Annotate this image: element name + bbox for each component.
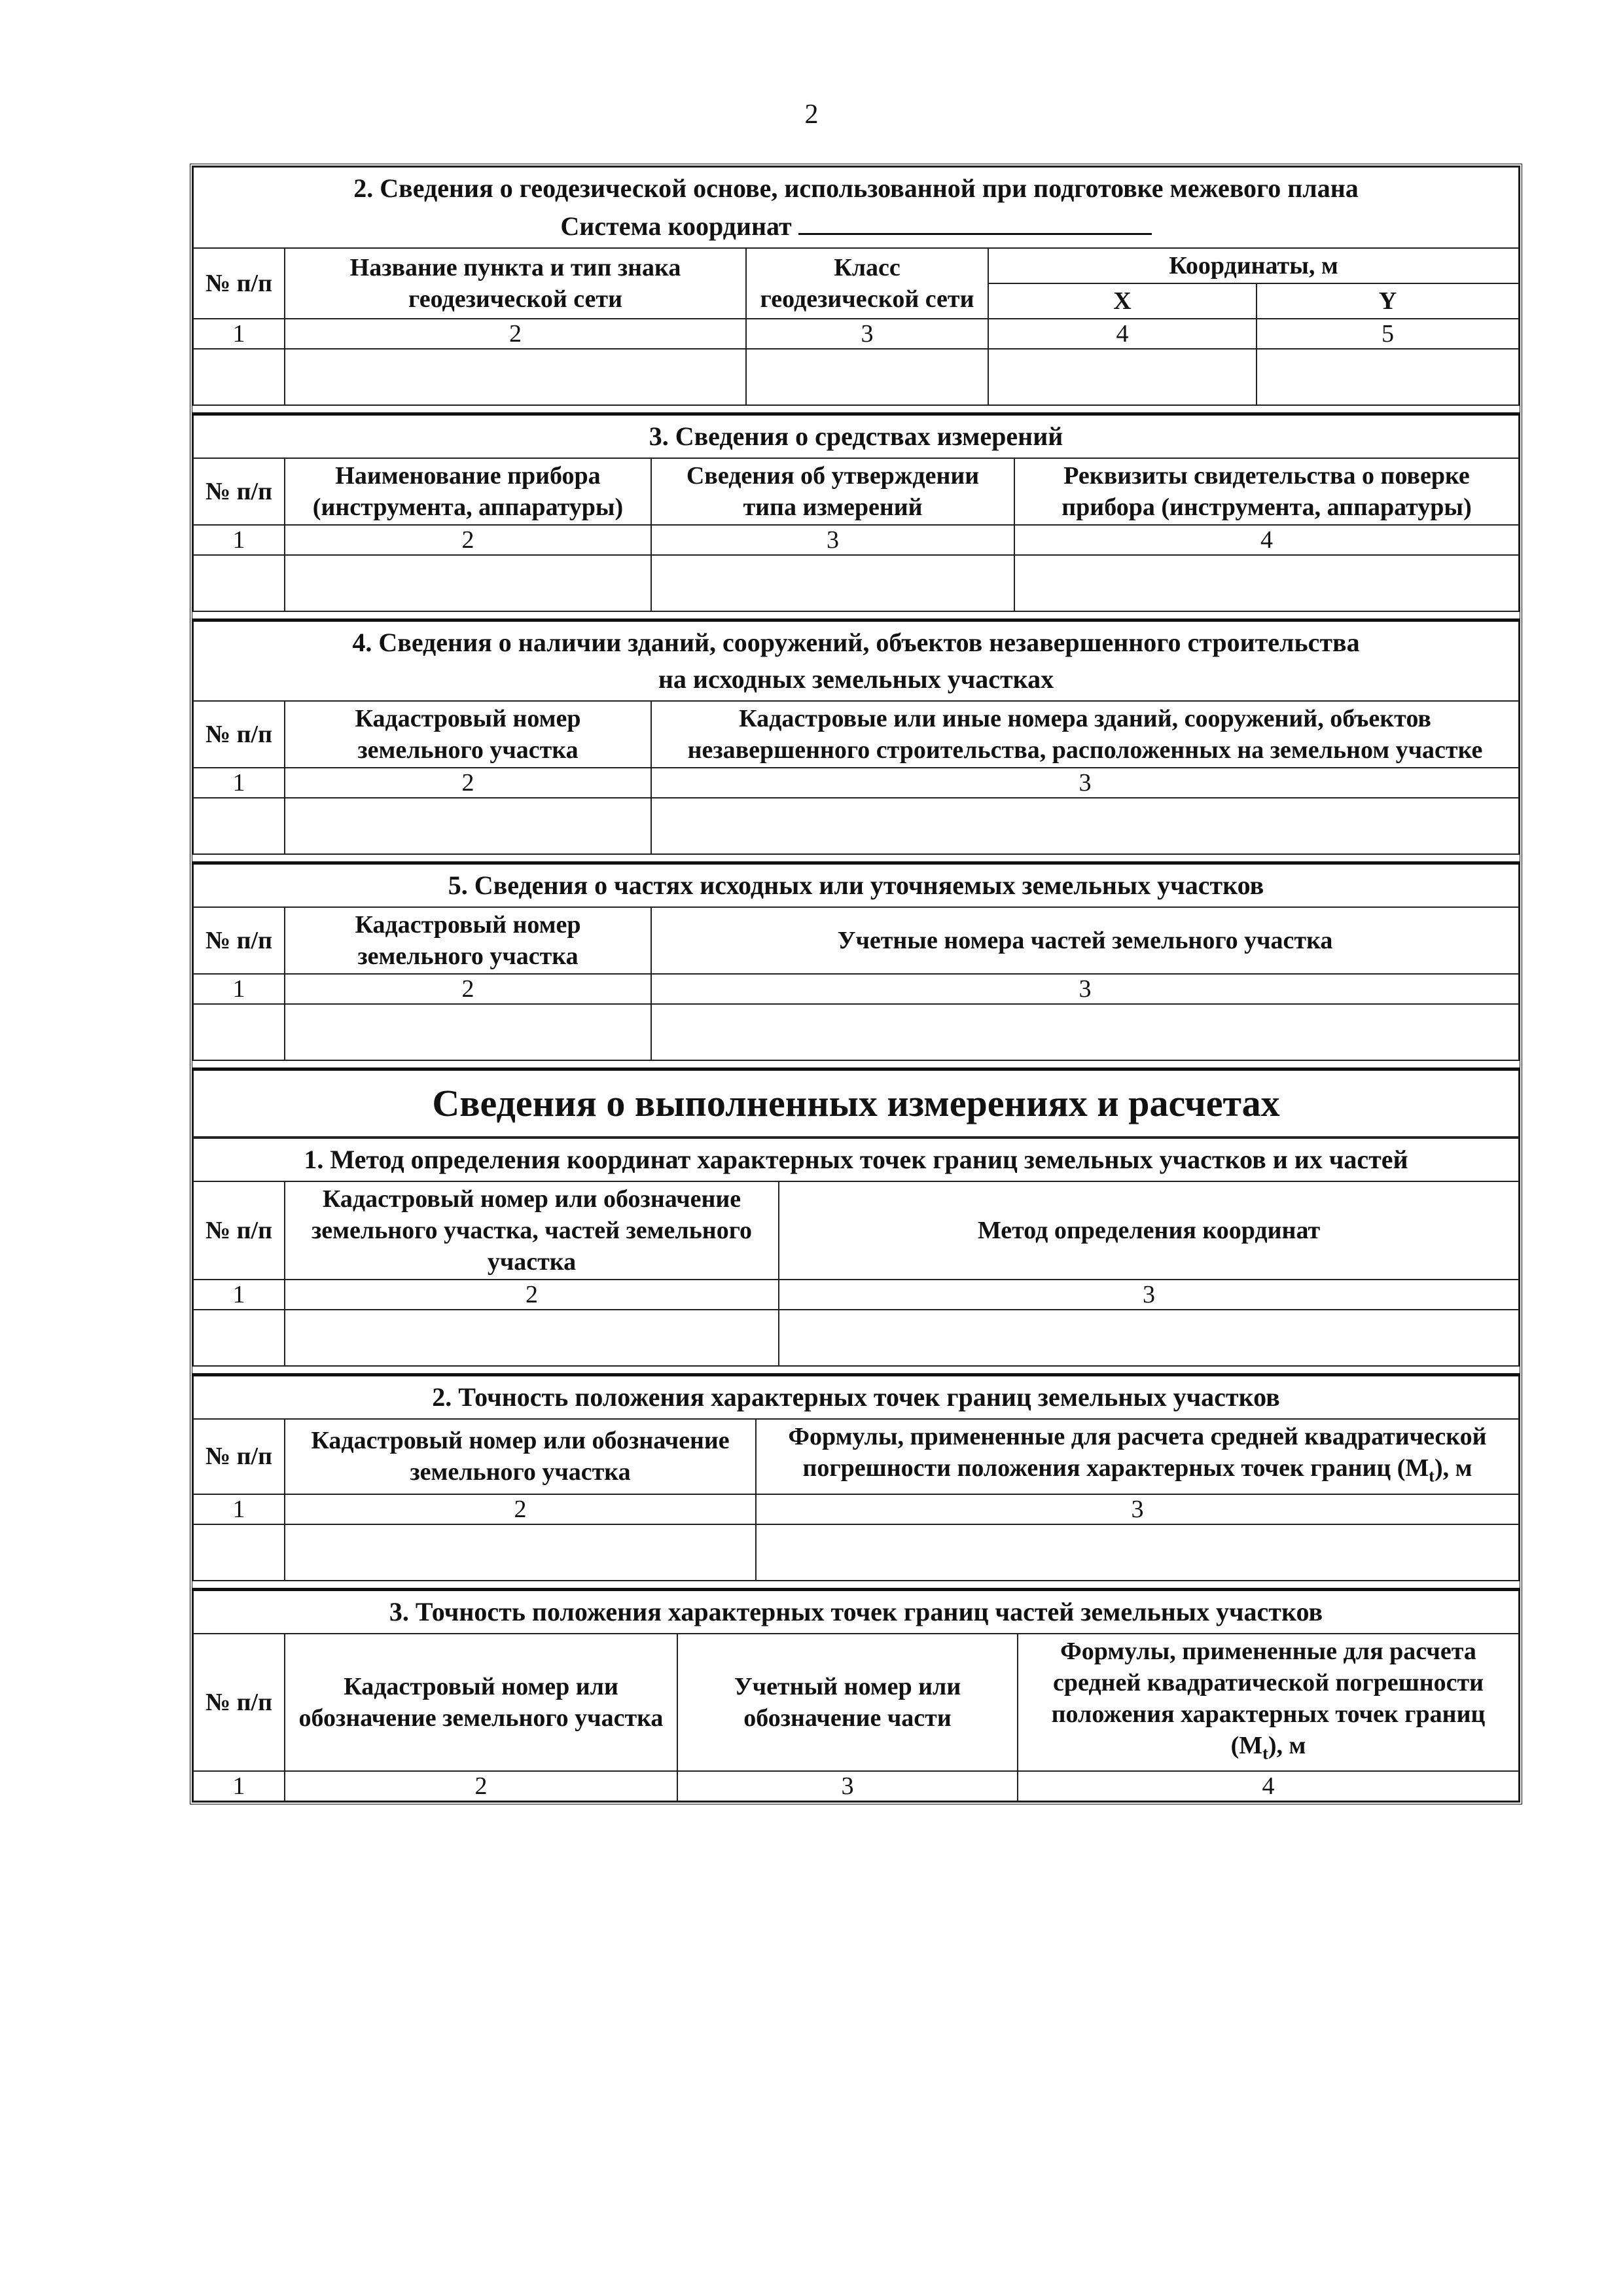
column-index: 2 — [285, 1771, 677, 1801]
col-y-header: Y — [1257, 283, 1519, 319]
col-cadastral-header: Кадастровый номер земельного участка — [285, 701, 651, 768]
empty-cell[interactable] — [651, 798, 1519, 854]
empty-cell[interactable] — [285, 1524, 756, 1581]
column-index: 1 — [193, 319, 285, 349]
column-index: 3 — [746, 319, 988, 349]
col-num-header: № п/п — [193, 1419, 285, 1494]
column-index: 2 — [285, 319, 746, 349]
section-2-title — [193, 167, 1519, 248]
section-2-table — [192, 166, 1520, 412]
column-index: 2 — [285, 525, 651, 555]
column-index: 3 — [756, 1494, 1519, 1524]
column-index: 1 — [193, 1771, 285, 1801]
col-num-header: № п/п — [193, 248, 285, 319]
empty-cell[interactable] — [193, 349, 285, 405]
measurements-title-table — [192, 1067, 1520, 1138]
formula-text: Формулы, примененные для расчета средней квадратической погрешности положения характерных точек границ (M — [1051, 1637, 1486, 1759]
col-num-header: № п/п — [193, 701, 285, 768]
column-index: 3 — [651, 974, 1519, 1004]
empty-cell[interactable] — [756, 1524, 1519, 1581]
col-device-header: Наименование прибора (инструмента, аппаратуры) — [285, 458, 651, 525]
formula-tail: ), м — [1268, 1731, 1306, 1759]
empty-cell[interactable] — [285, 555, 651, 611]
empty-cell[interactable] — [193, 1310, 285, 1366]
col-network-class-header: Класс геодезической сети — [746, 248, 988, 319]
column-index: 5 — [1257, 319, 1519, 349]
empty-cell[interactable] — [193, 1004, 285, 1060]
column-index: 1 — [193, 1494, 285, 1524]
column-index: 2 — [285, 1494, 756, 1524]
formula-tail: ), м — [1434, 1454, 1472, 1482]
empty-cell[interactable] — [779, 1310, 1519, 1366]
empty-cell[interactable] — [651, 555, 1014, 611]
column-index: 1 — [193, 525, 285, 555]
method-table — [192, 1138, 1520, 1373]
coordinate-system-field[interactable] — [798, 207, 1152, 235]
page-number: 2 — [804, 99, 819, 130]
column-index: 3 — [651, 525, 1014, 555]
empty-cell[interactable] — [193, 798, 285, 854]
empty-cell[interactable] — [651, 1004, 1519, 1060]
section-4-table — [192, 619, 1520, 861]
column-index: 1 — [193, 1280, 285, 1310]
coordinate-system-label: Система координат — [560, 211, 792, 241]
empty-cell[interactable] — [193, 555, 285, 611]
parts-accuracy-table — [192, 1588, 1520, 1803]
section-5-table — [192, 861, 1520, 1067]
section-5-title: 5. Сведения о частях исходных или уточняемых земельных участков — [193, 863, 1519, 908]
accuracy-section-title: 2. Точность положения характерных точек границ земельных участков — [193, 1375, 1519, 1420]
formula-subscript: t — [1262, 1744, 1268, 1763]
measurements-title: Сведения о выполненных измерениях и расчетах — [193, 1069, 1519, 1138]
col-num-header: № п/п — [193, 907, 285, 974]
col-num-header: № п/п — [193, 458, 285, 525]
col-cadastral-header: Кадастровый номер или обозначение земельного участка — [285, 1419, 756, 1494]
section-3-table — [192, 412, 1520, 619]
column-index: 4 — [1018, 1771, 1519, 1801]
empty-cell[interactable] — [1257, 349, 1519, 405]
column-index: 2 — [285, 1280, 779, 1310]
col-coordinates-header: Координаты, м — [988, 248, 1519, 283]
col-parts-header: Учетные номера частей земельного участка — [651, 907, 1519, 974]
empty-cell[interactable] — [746, 349, 988, 405]
col-point-name-header: Название пункта и тип знака геодезической сети — [285, 248, 746, 319]
col-x-header: X — [988, 283, 1257, 319]
section-4-title — [193, 620, 1519, 702]
col-num-header: № п/п — [193, 1634, 285, 1772]
col-num-header: № п/п — [193, 1181, 285, 1280]
empty-cell[interactable] — [1014, 555, 1519, 611]
col-cadastral-header: Кадастровый номер земельного участка — [285, 907, 651, 974]
column-index: 4 — [1014, 525, 1519, 555]
section-3-title: 3. Сведения о средствах измерений — [193, 414, 1519, 459]
formula-text: Формулы, примененные для расчета средней квадратической погрешности положения характерных точек границ (M — [788, 1423, 1487, 1482]
column-index: 4 — [988, 319, 1257, 349]
section-4-title-line-2: на исходных земельных участках — [658, 664, 1054, 694]
column-index: 1 — [193, 974, 285, 1004]
column-index: 1 — [193, 768, 285, 798]
column-index: 2 — [285, 768, 651, 798]
empty-cell[interactable] — [193, 1524, 285, 1581]
method-section-title: 1. Метод определения координат характерных точек границ земельных участков и их частей — [193, 1138, 1519, 1181]
col-buildings-header: Кадастровые или иные номера зданий, сооружений, объектов незавершенного строительства, расположенных на земельном участке — [651, 701, 1519, 768]
empty-cell[interactable] — [285, 1004, 651, 1060]
column-index: 3 — [779, 1280, 1519, 1310]
column-index: 3 — [677, 1771, 1018, 1801]
section-2-title-text: 2. Сведения о геодезической основе, использованной при подготовке межевого плана — [353, 173, 1359, 203]
col-formula-header — [756, 1419, 1519, 1494]
accuracy-table — [192, 1373, 1520, 1588]
col-formula-header — [1018, 1634, 1519, 1772]
empty-cell[interactable] — [285, 349, 746, 405]
col-certificate-header: Реквизиты свидетельства о поверке прибора (инструмента, аппаратуры) — [1014, 458, 1519, 525]
section-4-title-line-1: 4. Сведения о наличии зданий, сооружений, объектов незавершенного строительства — [352, 628, 1360, 657]
formula-subscript: t — [1429, 1466, 1435, 1486]
col-method-header: Метод определения координат — [779, 1181, 1519, 1280]
empty-cell[interactable] — [285, 798, 651, 854]
col-part-header: Учетный номер или обозначение части — [677, 1634, 1018, 1772]
empty-cell[interactable] — [988, 349, 1257, 405]
column-index: 3 — [651, 768, 1519, 798]
col-approval-header: Сведения об утверждении типа измерений — [651, 458, 1014, 525]
document-frame — [190, 164, 1522, 1804]
col-cadastral-header: Кадастровый номер или обозначение земельного участка — [285, 1634, 677, 1772]
column-index: 2 — [285, 974, 651, 1004]
col-cadastral-header: Кадастровый номер или обозначение земельного участка, частей земельного участка — [285, 1181, 779, 1280]
parts-accuracy-section-title: 3. Точность положения характерных точек границ частей земельных участков — [193, 1589, 1519, 1634]
empty-cell[interactable] — [285, 1310, 779, 1366]
